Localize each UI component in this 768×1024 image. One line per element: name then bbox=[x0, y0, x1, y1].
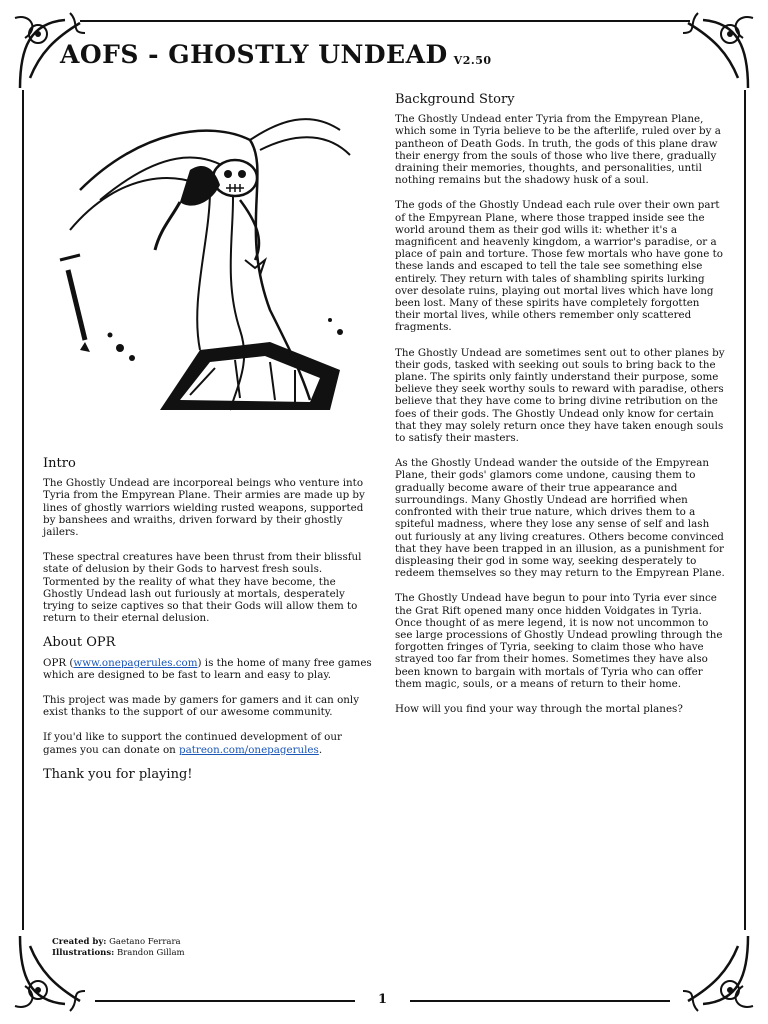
about-paragraph-community: This project was made by gamers for gamers and it can only exist thanks to the support of our awesome community. bbox=[43, 694, 360, 719]
page-number: 1 bbox=[378, 992, 388, 1007]
credit-value: Gaetano Ferrara bbox=[109, 937, 181, 947]
background-closing-question: How will you find your way through the mortal planes? bbox=[395, 702, 683, 715]
credit-label: Illustrations: bbox=[52, 948, 115, 958]
page-title bbox=[60, 40, 492, 69]
background-paragraph: The Ghostly Undead are sometimes sent out to other planes by their gods, tasked with seeking out souls to bring back to the plane. The spirits only faintly understand their purpose, some believe they seek worthy souls to reward with paradise, others believe that they have come to bring divine retribution on the foes of their gods. The Ghostly Undead only know for certain that they may solely return once they have taken enough souls to satisfy their masters. bbox=[395, 346, 725, 445]
left-column bbox=[43, 458, 373, 781]
ghost-warrior-illustration-icon bbox=[40, 110, 360, 420]
about-paragraph-opr bbox=[43, 657, 373, 681]
right-column bbox=[395, 94, 725, 728]
credits bbox=[52, 937, 185, 959]
credit-creator bbox=[52, 937, 185, 948]
about-paragraph-support bbox=[43, 731, 373, 755]
about-text: ) is the home of many free games which are designed to be fast to learn and easy to play. bbox=[43, 656, 372, 681]
border-right bbox=[744, 90, 746, 930]
background-paragraph: The Ghostly Undead have begun to pour into Tyria ever since the Grat Rift opened many once hidden Voidgates in Tyria. Once thought of as mere legend, it is now not uncommon to see large processions of Ghostly Undead prowling through the forgotten fringes of Tyria, seeking to claim those who have strayed too far from their homes. Sometimes they have also been known to bargain with mortals of Tyria who can offer them magic, souls, or a means of return to their home. bbox=[395, 592, 723, 690]
support-text: If you'd like to support the continued development of our games you can donate on bbox=[43, 731, 342, 756]
background-paragraph: As the Ghostly Undead wander the outside of the Empyrean Plane, their gods' glamors come undone, causing them to gradually become aware of their true appearance and surroundings. Many Ghostly Undead are horrified when confronted with their true nature, which drives them to a spiteful madness, where they lose any sense of self and lash out furiously at any living creatures. Others become convinced that they have been trapped in an illusion, as a punishment for displeasing their god in some way, seeking desperately to redeem themselves so they may return to the Empyrean Plane. bbox=[395, 457, 725, 580]
title-text: AOFS - GHOSTLY UNDEAD bbox=[60, 40, 448, 69]
about-heading: About OPR bbox=[43, 635, 116, 651]
background-paragraph: The Ghostly Undead enter Tyria from the Empyrean Plane, which some in Tyria believe to be the afterlife, ruled over by a pantheon of Death Gods. In truth, the gods of this plane draw their energy from the souls of those who live there, gradually draining their memories, thoughts, and personalities, until nothing remains but the shadowy husk of a soul. bbox=[395, 113, 721, 187]
credit-value: Brandon Gillam bbox=[116, 948, 185, 958]
opr-website-link[interactable]: www.onepagerules.com bbox=[73, 656, 198, 669]
corner-ornament-bottom-right-icon bbox=[668, 926, 758, 1016]
thank-you-text: Thank you for playing! bbox=[43, 766, 193, 782]
border-bottom-right bbox=[410, 1000, 670, 1002]
corner-ornament-top-right-icon bbox=[668, 8, 758, 98]
intro-heading: Intro bbox=[43, 456, 76, 471]
intro-paragraph: The Ghostly Undead are incorporeal beings who venture into Tyria from the Empyrean Plane. Their armies are made up by lines of ghostly warriors wielding rusted weapons, supported by banshees and wraiths, driven forward by their ghostly jailers. bbox=[43, 477, 365, 539]
credit-illustrator bbox=[52, 948, 185, 959]
border-bottom bbox=[95, 1000, 355, 1002]
about-text: OPR ( bbox=[43, 656, 74, 669]
patreon-link[interactable]: patreon.com/onepagerules bbox=[179, 743, 319, 756]
intro-paragraph: These spectral creatures have been thrust from their blissful state of delusion by their Gods to harvest fresh souls. Tormented by the reality of what they have become, the Ghostly Undead lash out furiously at mortals, desperately trying to seize captives so that their Gods will allow them to return to their eternal delusion. bbox=[43, 551, 362, 625]
border-top bbox=[80, 20, 690, 22]
version-label: V2.50 bbox=[453, 54, 492, 67]
background-paragraph: The gods of the Ghostly Undead each rule over their own part of the Empyrean Plane, where those trapped inside see the world around them as their god wills it: whether it's a magnificent and heavenly kingdom, a warrior's paradise, or a place of pain and torture. Those few mortals who have gone to these lands and escaped to tell the tale see something else entirely. They return with tales of shambling spirits lurking over desolate ruins, playing out mortal lives which have long been lost. Many of these spirits have completely forgotten their mortal lives, while others remember only scattered fragments. bbox=[395, 199, 723, 334]
border-left bbox=[22, 90, 24, 930]
background-heading: Background Story bbox=[395, 92, 515, 107]
support-text: . bbox=[318, 743, 323, 756]
credit-label: Created by: bbox=[52, 937, 107, 947]
